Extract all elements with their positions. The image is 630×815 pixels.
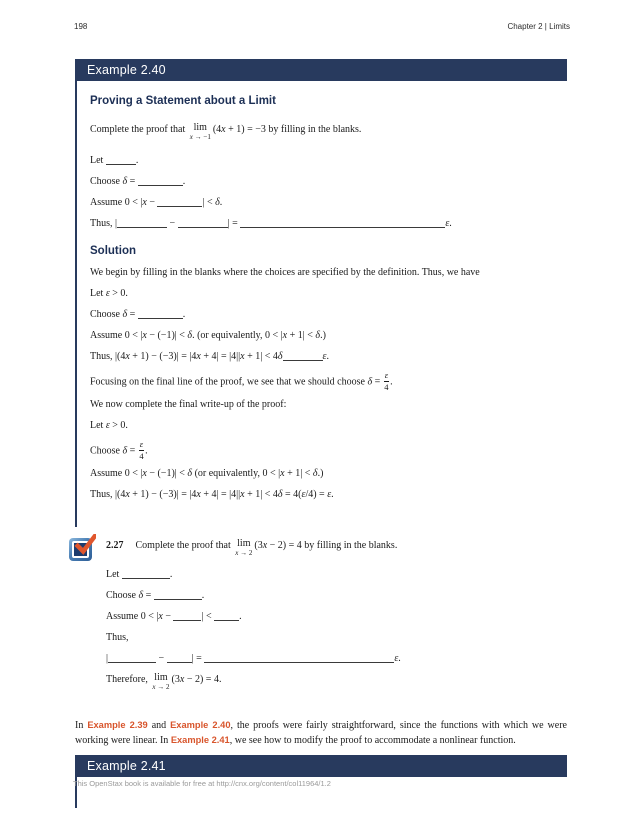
text-run: (or equivalently, 0 < | <box>192 468 281 479</box>
text-run: = <box>127 445 138 457</box>
text-run: . <box>331 489 334 500</box>
limit-notation <box>152 673 169 691</box>
text-run: − <box>167 218 178 229</box>
text-run: Let <box>90 155 106 166</box>
fraction <box>139 440 144 460</box>
text-run: . <box>182 309 186 320</box>
math-variable: x <box>152 683 156 691</box>
fill-in-blank <box>138 175 183 186</box>
text-run: = <box>127 176 138 187</box>
final-assume-line <box>90 467 563 481</box>
math-variable: x <box>142 197 147 208</box>
text-run: − 2) = 4 by filling in the blanks. <box>267 540 398 551</box>
fill-in-blank <box>122 568 170 579</box>
text-run: 4 <box>384 381 389 392</box>
math-variable: x <box>280 468 285 479</box>
text-run: + 1) − (−3)| = |4 <box>129 351 197 362</box>
text-run: Assume 0 < | <box>90 197 143 208</box>
checkpoint-let-line <box>106 568 567 582</box>
proof-let-line <box>90 154 563 168</box>
checkmark-icon <box>74 534 96 556</box>
text-run: (3 <box>171 674 180 685</box>
text-run: + 1) − (−3)| = |4 <box>129 489 197 500</box>
fill-in-blank <box>214 610 239 621</box>
math-variable: x <box>142 468 147 479</box>
math-variable: x <box>282 330 288 341</box>
text-run: + 1| < 4 <box>244 489 278 500</box>
text-run: Thus, |(4 <box>90 489 126 500</box>
text-run: − <box>156 653 167 664</box>
page-footer: This OpenStax book is available for free at http://cnx.org/content/col11964/1.2 <box>73 779 331 788</box>
checkpoint-icon <box>69 535 96 563</box>
math-variable: x <box>262 540 268 551</box>
fraction-numerator <box>139 440 144 451</box>
fill-in-blank <box>108 652 156 663</box>
solution-intro-line <box>90 266 563 280</box>
text-run: + 4| = |4|| <box>200 351 241 362</box>
text-run: . <box>449 218 452 229</box>
checkpoint-thus-label-line <box>106 631 567 645</box>
math-variable: ε <box>384 370 389 380</box>
text-run: . <box>169 569 173 580</box>
text-run: − <box>146 197 158 208</box>
text-run: = 4( <box>282 489 302 500</box>
text-run: + 4| = |4|| <box>200 489 241 500</box>
text-run: + 1| < <box>287 330 316 341</box>
text-run: > 0. <box>109 420 128 431</box>
text-run: → −1 <box>192 133 211 141</box>
lim-text: lim <box>237 538 251 549</box>
math-variable: x <box>125 489 130 500</box>
example-xref-link[interactable]: Example 2.41 <box>170 735 230 745</box>
text-run: . <box>145 445 148 457</box>
example-241-header-bar: Example 2.41 <box>75 755 567 777</box>
text-run: − <box>162 611 174 622</box>
text-run: Therefore, <box>106 674 151 685</box>
math-variable: x <box>179 674 185 685</box>
text-run: = <box>127 309 138 320</box>
lim-text: lim <box>154 672 168 683</box>
math-variable: δ <box>122 445 128 457</box>
math-variable: ε <box>301 489 306 500</box>
checkpoint-assume-line <box>106 610 567 624</box>
text-run: Choose <box>106 590 139 601</box>
text-run: . <box>135 155 139 166</box>
example-240-header-bar: Example 2.40 <box>75 59 567 81</box>
final-let-line <box>90 419 563 433</box>
text-run: + 1| < 4 <box>244 351 278 362</box>
math-variable: δ <box>122 309 128 320</box>
text-run: . <box>398 653 401 664</box>
fill-in-blank <box>283 350 323 361</box>
solution-focus-line <box>90 371 563 391</box>
text-run: Assume 0 < | <box>90 330 143 341</box>
solution-heading: Solution <box>90 245 136 257</box>
math-variable: δ <box>122 176 128 187</box>
fill-in-blank <box>178 217 228 228</box>
math-variable: x <box>235 549 239 557</box>
text-run: . (or equivalently, 0 < | <box>192 330 283 341</box>
final-choose-line <box>90 440 563 460</box>
text-run: .) <box>317 468 324 479</box>
math-variable: δ <box>277 351 283 362</box>
text-run: → 2 <box>238 549 253 557</box>
checkpoint-therefore-line <box>106 673 567 691</box>
fill-in-blank <box>167 652 192 663</box>
text-run: We begin by filling in the blanks where the choices are specified by the definition. Thus, we have <box>90 267 480 278</box>
math-variable: ε <box>327 489 332 500</box>
text-run: (4 <box>212 124 222 135</box>
checkpoint-number: 2.27 <box>106 540 124 551</box>
math-variable: ε <box>394 653 399 664</box>
lim-subscript <box>235 550 252 557</box>
limit-notation <box>235 539 252 557</box>
fill-in-blank <box>204 652 394 663</box>
text-run: Let <box>90 420 106 431</box>
math-variable: x <box>158 611 163 622</box>
lim-subscript <box>152 684 169 691</box>
text-run: | = <box>227 218 241 229</box>
text-run: Let <box>106 569 122 580</box>
text-run: = <box>143 590 154 601</box>
text-run: Complete the proof that <box>135 540 234 551</box>
text-run: | < <box>201 611 215 622</box>
text-run: /4) = <box>305 489 328 500</box>
solution-assume-line <box>90 329 563 343</box>
text-run: Choose <box>90 309 123 320</box>
math-variable: δ <box>367 376 373 388</box>
example-xref-link[interactable]: Example 2.40 <box>170 720 231 730</box>
example-240-proof-lines <box>90 123 563 231</box>
solution-lines <box>90 266 563 502</box>
text-run: Assume 0 < | <box>106 611 159 622</box>
text-run: − 2) = 4. <box>184 674 222 685</box>
example-240-body <box>75 81 567 527</box>
math-variable: δ <box>187 468 193 479</box>
checkpoint-section <box>69 535 567 698</box>
math-variable: δ <box>277 489 283 500</box>
math-variable: ε <box>105 420 110 431</box>
lim-subscript <box>190 134 211 141</box>
lim-text: lim <box>193 122 207 133</box>
problem-statement-line <box>90 123 563 141</box>
text-run: Focusing on the final line of the proof, we see that we should choose <box>90 376 368 388</box>
text-run: Thus, | <box>90 218 118 229</box>
text-run: .) <box>320 330 326 341</box>
example-240-title: Proving a Statement about a Limit <box>90 95 276 107</box>
text-run: Assume 0 < | <box>90 468 143 479</box>
checkpoint-lines <box>106 535 567 698</box>
text-run: → 2 <box>155 683 170 691</box>
limit-notation <box>190 123 211 141</box>
fraction-numerator <box>384 371 389 382</box>
text-run: , we see how to modify the proof to accommodate a nonlinear function. <box>229 735 516 746</box>
text-run: Complete the proof that <box>90 124 188 135</box>
fill-in-blank <box>240 217 445 228</box>
text-run: . <box>201 590 205 601</box>
text-run: and <box>147 720 171 731</box>
text-run: Thus, <box>106 632 129 643</box>
checkpoint-choose-line <box>106 589 567 603</box>
final-thus-line <box>90 488 563 502</box>
math-variable: x <box>125 351 130 362</box>
solution-choose-line <box>90 308 563 322</box>
math-variable: ε <box>105 288 110 299</box>
proof-choose-line <box>90 175 563 189</box>
checkpoint-statement-line <box>106 539 567 557</box>
text-run: − (−1)| < <box>146 330 188 341</box>
math-variable: x <box>240 351 245 362</box>
math-variable: x <box>196 489 201 500</box>
math-variable: ε <box>322 351 327 362</box>
math-variable: ε <box>139 439 144 449</box>
text-run: (3 <box>254 540 263 551</box>
text-run: = <box>372 376 383 388</box>
text-run: + 1) = −3 by filling in the blanks. <box>225 124 362 135</box>
math-variable: x <box>142 330 147 341</box>
math-variable: x <box>196 351 201 362</box>
page-content <box>75 59 567 808</box>
text-run: . <box>390 376 393 388</box>
fraction-denominator <box>139 451 144 461</box>
text-run: In <box>75 720 88 731</box>
math-variable: δ <box>215 197 220 208</box>
text-run: . <box>219 197 223 208</box>
text-run: | < <box>202 197 216 208</box>
fill-in-blank <box>173 610 201 621</box>
page-header <box>74 22 570 31</box>
proof-thus-line <box>90 217 563 231</box>
math-variable: δ <box>312 468 318 479</box>
fill-in-blank <box>154 589 202 600</box>
fraction <box>384 371 389 391</box>
example-240-section <box>75 59 567 527</box>
text-run: | = <box>191 653 205 664</box>
math-variable: x <box>240 489 245 500</box>
chapter-title: Chapter 2 | Limits <box>507 22 570 31</box>
fill-in-blank <box>106 154 136 165</box>
page-number: 198 <box>74 22 88 31</box>
solution-let-line <box>90 287 563 301</box>
math-variable: x <box>189 133 193 141</box>
text-run: | <box>106 653 109 664</box>
text-run: Choose <box>90 445 123 457</box>
text-run: − (−1)| < <box>146 468 188 479</box>
math-variable: x <box>221 124 226 135</box>
text-run: . <box>326 351 329 362</box>
math-variable: δ <box>187 330 193 341</box>
math-variable: δ <box>138 590 144 601</box>
text-run: > 0. <box>109 288 128 299</box>
text-run: . <box>182 176 186 187</box>
body-paragraph-line <box>75 718 567 748</box>
text-run: + 1| < <box>284 468 313 479</box>
proof-assume-line <box>90 196 563 210</box>
math-variable: ε <box>445 218 450 229</box>
fill-in-blank <box>157 196 202 207</box>
fraction-denominator <box>384 382 389 392</box>
example-xref-link[interactable]: Example 2.39 <box>87 720 148 730</box>
fill-in-blank <box>117 217 167 228</box>
text-run: . <box>239 611 242 622</box>
text-run: Thus, |(4 <box>90 351 126 362</box>
fill-in-blank <box>138 308 183 319</box>
math-variable: δ <box>315 330 321 341</box>
checkpoint-thus-eq-line <box>106 652 567 666</box>
text-run: 4 <box>139 450 144 461</box>
transition-paragraph <box>75 718 567 748</box>
solution-thus-line <box>90 350 563 364</box>
text-run: Choose <box>90 176 123 187</box>
solution-writeup-line <box>90 398 563 412</box>
text-run: Let <box>90 288 106 299</box>
text-run: , the proofs were fairly straightforward, since the functions with which we were working were linear. In <box>75 720 567 746</box>
text-run: We now complete the final write-up of the proof: <box>90 399 287 410</box>
